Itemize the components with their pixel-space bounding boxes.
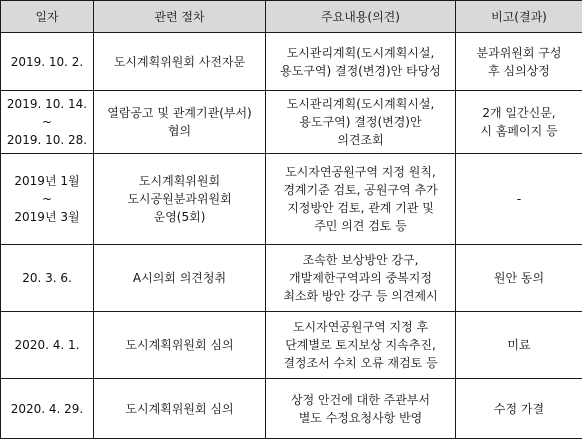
date-cell [1, 154, 94, 245]
procedure-cell [94, 245, 266, 312]
procedure-line: 열람공고 및 관계기관(부서) [99, 104, 260, 122]
content-cell [266, 154, 456, 245]
date-line: 2019년 1월 [6, 172, 88, 190]
header-note: 비고(결과) [456, 1, 582, 33]
content-line: 개발제한구역과의 중복지정 [271, 269, 450, 287]
date-line: 2020. 4. 29. [6, 400, 88, 418]
content-line: 용도구역) 결정(변경)안 타당성 [271, 62, 450, 80]
content-line: 지정방안 검토, 관계 기관 및 [271, 199, 450, 217]
note-line: - [461, 190, 577, 208]
procedure-cell [94, 33, 266, 91]
content-line: 도시관리계획(도시계획시설, [271, 44, 450, 62]
content-line: 단계별로 토지보상 지속추진, [271, 336, 450, 354]
procedure-line: 도시공원분과위원회 [99, 190, 260, 208]
table-row [1, 154, 582, 245]
note-line: 미료 [461, 336, 577, 354]
date-cell [1, 91, 94, 154]
procedure-line: 운영(5회) [99, 208, 260, 226]
content-cell [266, 245, 456, 312]
content-line: 조속한 보상방안 강구, [271, 251, 450, 269]
date-line: 2019. 10. 28. [6, 131, 88, 149]
procedure-cell [94, 91, 266, 154]
procedure-line: 도시계획위원회 심의 [99, 336, 260, 354]
table-header-row [1, 1, 582, 33]
note-cell [456, 245, 582, 312]
note-line: 수정 가결 [461, 400, 577, 418]
content-line: 용도구역) 결정(변경)안 [271, 113, 450, 131]
content-cell [266, 312, 456, 379]
note-cell [456, 33, 582, 91]
date-line: 2019년 3월 [6, 208, 88, 226]
date-cell [1, 379, 94, 439]
date-line: 2019. 10. 14. [6, 95, 88, 113]
content-cell [266, 379, 456, 439]
note-cell [456, 154, 582, 245]
date-cell [1, 312, 94, 379]
content-line: 주민 의견 검토 등 [271, 217, 450, 235]
content-line: 경계기준 검토, 공원구역 추가 [271, 181, 450, 199]
procedure-cell [94, 312, 266, 379]
date-cell [1, 245, 94, 312]
content-cell [266, 91, 456, 154]
date-cell [1, 33, 94, 91]
table-row [1, 91, 582, 154]
table-row [1, 379, 582, 439]
date-line: ~ [6, 190, 88, 208]
content-line: 도시자연공원구역 지정 후 [271, 318, 450, 336]
header-procedure: 관련 절차 [94, 1, 266, 33]
content-line: 의견조회 [271, 131, 450, 149]
note-cell [456, 312, 582, 379]
procedure-cell [94, 154, 266, 245]
note-line: 2개 일간신문, [461, 104, 577, 122]
date-line: 2020. 4. 1. [6, 336, 88, 354]
date-line: 20. 3. 6. [6, 269, 88, 287]
content-line: 상정 안건에 대한 주관부서 [271, 391, 450, 409]
date-line: ~ [6, 113, 88, 131]
procedure-line: 협의 [99, 122, 260, 140]
content-line: 결정조서 수치 오류 재검토 등 [271, 354, 450, 372]
note-cell [456, 379, 582, 439]
table-row [1, 33, 582, 91]
content-cell [266, 33, 456, 91]
note-line: 분과위원회 구성 [461, 44, 577, 62]
note-line: 시 홈페이지 등 [461, 122, 577, 140]
note-line: 후 심의상정 [461, 62, 577, 80]
content-line: 도시자연공원구역 지정 원칙, [271, 163, 450, 181]
date-line: 2019. 10. 2. [6, 53, 88, 71]
procedure-line: 도시계획위원회 심의 [99, 400, 260, 418]
note-cell [456, 91, 582, 154]
note-line: 원안 동의 [461, 269, 577, 287]
header-content: 주요내용(의견) [266, 1, 456, 33]
procedure-line: A시의회 의견청취 [99, 269, 260, 287]
procedure-line: 도시계획위원회 사전자문 [99, 53, 260, 71]
procedure-line: 도시계획위원회 [99, 172, 260, 190]
procedure-cell [94, 379, 266, 439]
content-line: 최소화 방안 강구 등 의견제시 [271, 287, 450, 305]
content-line: 도시관리계획(도시계획시설, [271, 95, 450, 113]
content-line: 별도 수정요청사항 반영 [271, 409, 450, 427]
header-date: 일자 [1, 1, 94, 33]
table-row [1, 312, 582, 379]
table-row [1, 245, 582, 312]
